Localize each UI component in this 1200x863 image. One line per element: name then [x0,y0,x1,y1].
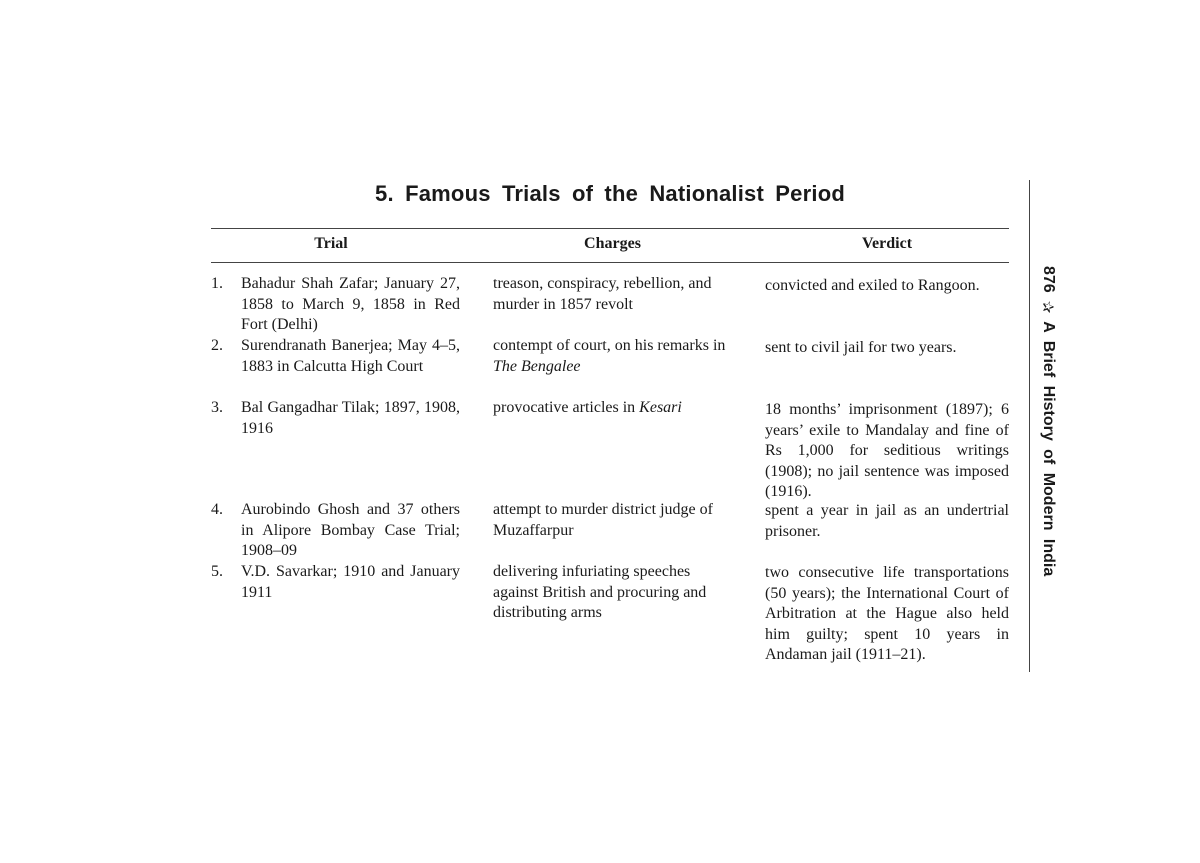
table-top-rule [211,228,1009,229]
charges-text: treason, conspiracy, rebellion, and murder in 1857 revolt [493,275,712,313]
trial-cell: Surendranath Banerjea; May 4–5, 1883 in Calcutta High Court [241,337,460,375]
charges-text: delivering infuriating speeches against British and procuring and distributing arms [493,563,707,621]
row-number: 5. [211,563,223,580]
page-title: 5. Famous Trials of the Nationalist Period [375,181,845,206]
trial-cell: Bal Gangadhar Tilak; 1897, 1908, 1916 [241,399,460,437]
charges-text: contempt of court, on his remarks in [493,337,726,354]
charges-text: attempt to murder district judge of Muzaffarpur [493,501,713,539]
margin-rule [1029,180,1030,672]
charges-cell [493,274,732,315]
charges-cell [493,336,732,377]
charges-italic: Kesari [639,399,682,416]
column-header-verdict: Verdict [861,235,913,252]
charges-cell [493,562,732,624]
row-number: 3. [211,399,223,416]
charges-cell [493,398,732,419]
trial-cell: Aurobindo Ghosh and 37 others in Alipore Bombay Case Trial; 1908–09 [241,501,460,559]
verdict-cell: sent to civil jail for two years. [765,339,957,356]
verdict-cell: two consecutive life transportations (50 years); the International Court of Arbitration at the Hague also held him guilty; spent 10 years in Andaman jail (1911–21). [765,564,1009,663]
charges-cell [493,500,732,541]
row-number: 4. [211,501,223,518]
charges-italic: The Bengalee [493,357,581,375]
running-header [1032,266,1064,598]
verdict-cell: 18 months’ imprisonment (1897); 6 years’ exile to Mandalay and fine of Rs 1,000 for seditious writings (1908); no jail sentence was imposed (1916). [765,401,1009,500]
row-number: 1. [211,275,223,292]
column-header-trial: Trial [314,235,348,252]
page-number: 876 [1040,266,1057,293]
column-header-charges: Charges [584,235,641,252]
verdict-cell: convicted and exiled to Rangoon. [765,277,980,294]
header-bottom-rule [211,262,1009,263]
verdict-cell: spent a year in jail as an undertrial prisoner. [765,502,1009,540]
trial-cell: V.D. Savarkar; 1910 and January 1911 [241,563,460,601]
book-title: A Brief History of Modern India [1040,321,1057,577]
trial-cell: Bahadur Shah Zafar; January 27, 1858 to March 9, 1858 in Red Fort (Delhi) [241,275,460,333]
row-number: 2. [211,337,223,354]
star-icon: ✰ [1039,300,1056,314]
charges-text: provocative articles in [493,399,640,416]
